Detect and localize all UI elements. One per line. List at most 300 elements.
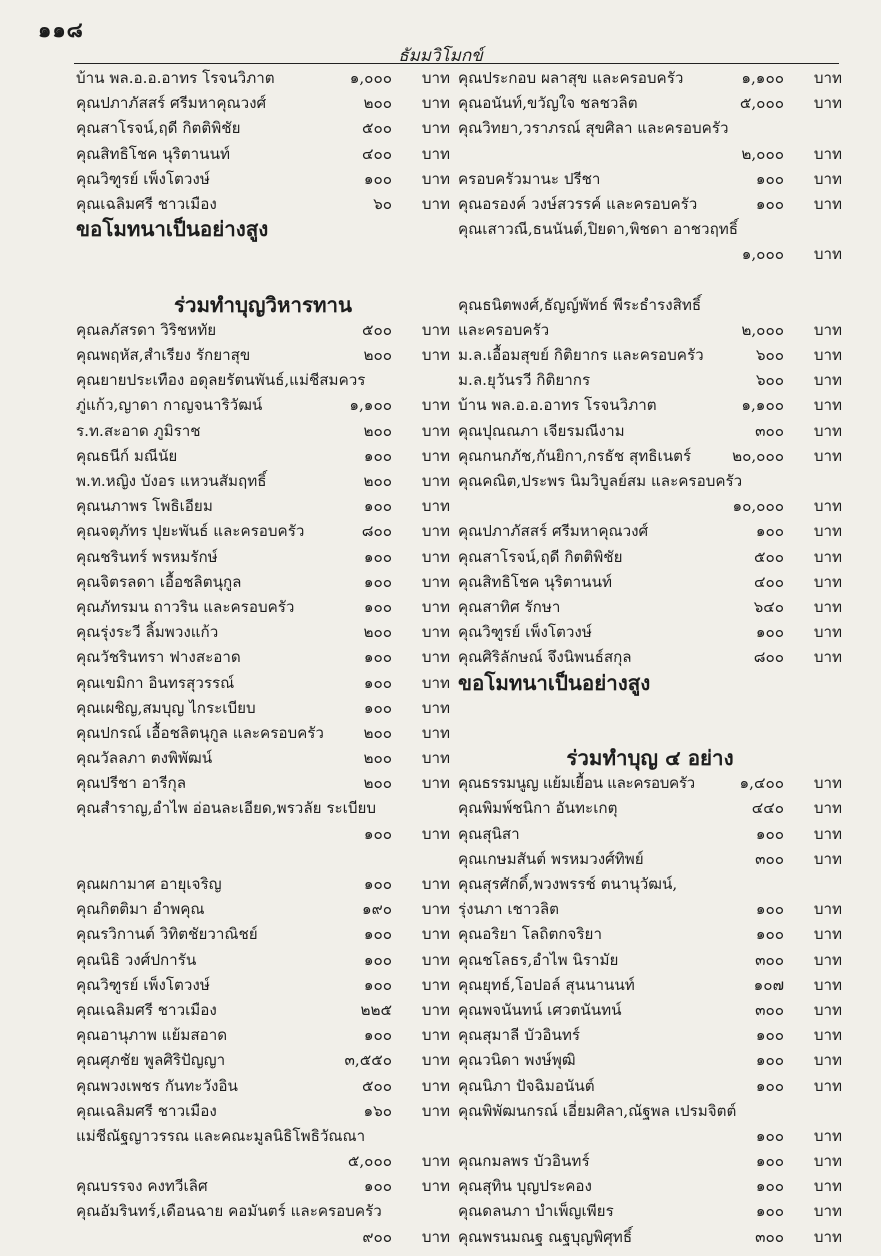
donation-entry xyxy=(76,519,450,544)
currency-unit: บาท xyxy=(421,522,450,541)
donation-entry xyxy=(458,1225,842,1250)
donation-entry xyxy=(458,1199,842,1224)
donor-name-line xyxy=(76,1124,450,1149)
donation-amount: ๑๐,๐๐๐ xyxy=(732,497,784,516)
currency-unit: บาท xyxy=(813,1177,842,1196)
currency-unit: บาท xyxy=(421,94,450,113)
currency-unit: บาท xyxy=(813,396,842,415)
donor-name: คุณเผชิญ,สมบุญ ไกระเบียบ xyxy=(76,698,256,717)
donation-entry xyxy=(76,973,450,998)
donor-name: คุณกิตติมา อำพคุณ xyxy=(76,900,205,919)
donation-amount: ๒๐๐ xyxy=(363,94,392,113)
donor-name: คุณรุ่งระวี ลิ้มพวงแก้ว xyxy=(76,623,219,642)
donor-name: คุณปภาภัสสร์ ศรีมหาคุณวงศ์ xyxy=(458,522,649,541)
donor-name: คุณกมลพร บัวอินทร์ xyxy=(458,1152,590,1171)
currency-unit: บาท xyxy=(813,824,842,843)
currency-unit: บาท xyxy=(813,1026,842,1045)
donation-amount: ๕,๐๐๐ xyxy=(739,94,784,113)
currency-unit: บาท xyxy=(421,950,450,969)
donation-entry xyxy=(76,671,450,696)
currency-unit: บาท xyxy=(813,623,842,642)
donor-name: คุณจิตรลดา เอื้อชลิตนุกูล xyxy=(76,572,242,591)
donation-entry xyxy=(458,645,842,670)
donation-entry xyxy=(458,948,842,973)
donation-entry xyxy=(458,318,842,343)
donor-name: คุณสุทิน บุญประคอง xyxy=(458,1177,592,1196)
donor-name: คุณอานุภาพ แย้มสอาด xyxy=(76,1026,228,1045)
currency-unit: บาท xyxy=(813,572,842,591)
currency-unit: บาท xyxy=(421,623,450,642)
currency-unit: บาท xyxy=(813,245,842,264)
donation-amount: ๑๐๐ xyxy=(755,522,784,541)
donation-amount: ๑๐๐ xyxy=(755,900,784,919)
currency-unit: บาท xyxy=(421,1152,450,1171)
donor-name: คุณปภาภัสสร์ ศรีมหาคุณวงศ์ xyxy=(76,94,267,113)
donation-amount: ๑๐๐ xyxy=(363,824,392,843)
donation-entry xyxy=(458,1149,842,1174)
spacer xyxy=(458,268,842,293)
donation-amount: ๑๐๐ xyxy=(363,673,392,692)
donation-entry xyxy=(458,847,842,872)
donation-entry xyxy=(76,444,450,469)
currency-unit: บาท xyxy=(421,346,450,365)
donor-name: คุณรวิกานต์ วิทิตชัยวาณิชย์ xyxy=(76,925,258,944)
donor-name-line xyxy=(458,872,842,897)
donation-amount: ๖๐๐ xyxy=(755,346,784,365)
donor-name: คุณชรินทร์ พรหมรักษ์ xyxy=(76,547,218,566)
currency-unit: บาท xyxy=(813,799,842,818)
currency-unit: บาท xyxy=(421,774,450,793)
donation-entry xyxy=(458,343,842,368)
header-rule xyxy=(74,63,839,64)
currency-unit: บาท xyxy=(421,144,450,163)
currency-unit: บาท xyxy=(813,371,842,390)
donation-entry xyxy=(458,1048,842,1073)
donation-amount: ๑๐๐ xyxy=(363,925,392,944)
donation-amount: ๒๐๐ xyxy=(363,623,392,642)
donation-amount: ๕๐๐ xyxy=(753,547,784,566)
donor-name: ม.ล.ยุวันรวี กิติยากร xyxy=(458,371,591,390)
donation-entry xyxy=(76,746,450,771)
donation-amount: ๑,๐๐๐ xyxy=(741,245,784,264)
currency-unit: บาท xyxy=(421,572,450,591)
donation-amount: ๑๐๐ xyxy=(755,1152,784,1171)
currency-unit: บาท xyxy=(421,446,450,465)
donation-amount: ๑๐๐ xyxy=(363,597,392,616)
donation-amount: ๙๐๐ xyxy=(362,1227,392,1246)
donation-entry xyxy=(76,419,450,444)
donation-amount: ๒๐๐ xyxy=(363,472,392,491)
donation-entry xyxy=(76,721,450,746)
donation-amount: ๑,๑๐๐ xyxy=(349,396,392,415)
donor-name-line xyxy=(76,1199,450,1224)
donation-entry xyxy=(458,897,842,922)
donation-entry xyxy=(458,444,842,469)
donation-amount: ๑,๐๐๐ xyxy=(349,69,392,87)
donation-amount: ๘๐๐ xyxy=(753,648,784,667)
donation-entry xyxy=(76,948,450,973)
currency-unit: บาท xyxy=(421,925,450,944)
donor-name: คุณเฉลิมศรี ชาวเมือง xyxy=(76,1101,217,1120)
donation-entry xyxy=(76,570,450,595)
donation-entry xyxy=(458,620,842,645)
donation-amount: ๘๐๐ xyxy=(361,522,392,541)
currency-unit: บาท xyxy=(421,194,450,213)
donation-amount: ๑๐๐ xyxy=(755,925,784,944)
currency-unit: บาท xyxy=(813,774,842,793)
donation-entry xyxy=(458,922,842,947)
donation-entry xyxy=(458,519,842,544)
donor-name-line xyxy=(458,469,842,494)
donor-name: คุณสิทธิโชค นุริตานนท์ xyxy=(458,572,612,591)
donation-entry xyxy=(76,1099,450,1124)
donor-name: คุณวิทยา,วราภรณ์ สุขศิลา และครอบครัว xyxy=(458,119,729,138)
donation-entry xyxy=(458,1023,842,1048)
donation-entry xyxy=(458,545,842,570)
donation-amount: ๑๐๐ xyxy=(363,572,392,591)
currency-unit: บาท xyxy=(813,94,842,113)
donor-name: คุณพฤหัส,สำเรียง รักยาสุข xyxy=(76,346,251,365)
donation-amount: ๕๐๐ xyxy=(361,320,392,339)
currency-unit: บาท xyxy=(421,547,450,566)
donor-name: คุณวิฑูรย์ เพ็งโตวงษ์ xyxy=(76,169,210,188)
currency-unit: บาท xyxy=(421,597,450,616)
donation-entry xyxy=(458,393,842,418)
donor-name: คุณวิฑูรย์ เพ็งโตวงษ์ xyxy=(458,623,592,642)
donation-entry xyxy=(76,872,450,897)
currency-unit: บาท xyxy=(421,698,450,717)
left-column xyxy=(76,66,450,1250)
currency-unit: บาท xyxy=(421,497,450,516)
currency-unit: บาท xyxy=(813,1152,842,1171)
donation-entry xyxy=(76,167,450,192)
donor-name: รุ่งนภา เชาวลิต xyxy=(458,900,560,919)
donation-amount: ๖๐๐ xyxy=(755,371,784,390)
currency-unit: บาท xyxy=(813,648,842,667)
donation-amount: ๑๐๗ xyxy=(753,975,784,994)
donation-entry xyxy=(76,66,450,91)
donation-amount: ๑๐๐ xyxy=(363,446,392,465)
donor-name: คุณสำราญ,อำไพ อ่อนละเอียด,พรวลัย ระเบียบ xyxy=(76,799,377,818)
currency-unit: บาท xyxy=(421,421,450,440)
currency-unit: บาท xyxy=(813,1051,842,1070)
donation-entry xyxy=(458,1124,842,1149)
currency-unit: บาท xyxy=(813,421,842,440)
donation-amount: ๑๐๐ xyxy=(363,1177,392,1196)
donor-name: คุณวิฑูรย์ เพ็งโตวงษ์ xyxy=(76,975,210,994)
donor-name: คุณสิทธิโชค นุริตานนท์ xyxy=(76,144,230,163)
donation-entry xyxy=(76,645,450,670)
donation-amount: ๑๐๐ xyxy=(755,824,784,843)
donation-entry xyxy=(76,469,450,494)
donor-name-line xyxy=(76,796,450,821)
currency-unit: บาท xyxy=(421,320,450,339)
donor-name: ภู่แก้ว,ญาดา กาญจนาริวัฒน์ xyxy=(76,396,263,415)
thanks-heading: ขอโมทนาเป็นอย่างสูง xyxy=(458,670,651,695)
donor-name: ครอบครัวมานะ ปรีชา xyxy=(458,169,601,188)
currency-unit: บาท xyxy=(813,1227,842,1246)
donation-entry xyxy=(76,393,450,418)
currency-unit: บาท xyxy=(813,900,842,919)
donor-name: คุณอรองค์ วงษ์สวรรค์ และครอบครัว xyxy=(458,194,698,213)
donation-entry xyxy=(458,822,842,847)
donor-name: คุณสาทิศ รักษา xyxy=(458,597,561,616)
donor-name: ม.ล.เอื้อมสุขย์ กิติยากร และครอบครัว xyxy=(458,346,704,365)
currency-unit: บาท xyxy=(813,950,842,969)
donor-name: คุณปุณณภา เจียรมณีงาม xyxy=(458,421,625,440)
donor-name: คุณประกอบ ผลาสุข และครอบครัว xyxy=(458,69,684,87)
currency-unit: บาท xyxy=(421,900,450,919)
currency-unit: บาท xyxy=(421,648,450,667)
donor-name: คุณอนันท์,ขวัญใจ ชลชวลิต xyxy=(458,94,638,113)
donor-name: คุณดลนภา บำเพ็ญเพียร xyxy=(458,1202,614,1221)
currency-unit: บาท xyxy=(421,1000,450,1019)
donation-entry xyxy=(458,494,842,519)
donation-entry xyxy=(76,1048,450,1073)
donor-name: คุณนิธิ วงศ์ปการัน xyxy=(76,950,197,969)
donation-amount: ๑๐๐ xyxy=(755,1177,784,1196)
currency-unit: บาท xyxy=(421,169,450,188)
donor-name: คุณผกามาศ อายุเจริญ xyxy=(76,875,222,894)
donation-entry xyxy=(458,1074,842,1099)
donation-amount: ๕๐๐ xyxy=(361,119,392,138)
currency-unit: บาท xyxy=(813,849,842,868)
donation-amount: ๓๐๐ xyxy=(755,1000,784,1019)
donor-name: บ้าน พล.อ.อ.อาทร โรจนวิภาต xyxy=(458,396,657,415)
donor-name: คุณสาโรจน์,ฤดี กิตติพิชัย xyxy=(76,119,241,138)
donor-name: คุณเสาวณี,ธนนันต์,ปิยดา,พิชดา อาชวฤทธิ์ xyxy=(458,220,739,239)
spacer xyxy=(76,242,450,292)
donation-entry xyxy=(76,1074,450,1099)
currency-unit: บาท xyxy=(813,497,842,516)
currency-unit: บาท xyxy=(421,396,450,415)
donation-entry xyxy=(458,973,842,998)
donation-amount: ๑๐๐ xyxy=(755,1076,784,1095)
donation-entry xyxy=(76,142,450,167)
donation-amount: ๒๐๐ xyxy=(363,723,392,742)
donation-entry xyxy=(458,66,842,91)
donor-name: คุณเขมิกา อินทรสุวรรณ์ xyxy=(76,673,235,692)
currency-unit: บาท xyxy=(813,522,842,541)
donation-amount: ๑,๑๐๐ xyxy=(741,69,784,87)
donation-amount: ๑๐๐ xyxy=(755,169,784,188)
currency-unit: บาท xyxy=(421,1227,450,1246)
donor-name: และครอบครัว xyxy=(458,320,550,339)
donation-entry xyxy=(458,368,842,393)
donation-entry xyxy=(76,494,450,519)
donation-amount: ๑๐๐ xyxy=(363,698,392,717)
currency-unit: บาท xyxy=(813,1202,842,1221)
donation-amount: ๒๐,๐๐๐ xyxy=(732,446,784,465)
donor-name: คุณยายประเทือง อดุลยรัตนพันธ์,แม่ชีสมควร xyxy=(76,371,366,390)
donation-amount: ๕,๐๐๐ xyxy=(347,1152,392,1171)
donation-amount: ๑๐๐ xyxy=(755,1202,784,1221)
donation-entry xyxy=(76,1174,450,1199)
donation-amount: ๒๐๐ xyxy=(363,774,392,793)
donor-name: คุณปกรณ์ เอื้อชลิตนุกูล และครอบครัว xyxy=(76,723,324,742)
donor-name: คุณธรรมนูญ แย้มเยื้อน และครอบครัว xyxy=(458,774,695,793)
donation-entry xyxy=(458,91,842,116)
currency-unit: บาท xyxy=(421,749,450,768)
currency-unit: บาท xyxy=(421,472,450,491)
donation-amount: ๑๙๐ xyxy=(361,900,392,919)
donation-amount: ๖๐ xyxy=(373,194,392,213)
donor-name: คุณเฉลิมศรี ชาวเมือง xyxy=(76,194,217,213)
donation-entry xyxy=(458,167,842,192)
currency-unit: บาท xyxy=(813,975,842,994)
right-column xyxy=(458,66,842,1250)
donation-entry xyxy=(458,142,842,167)
donor-name: คุณสาโรจน์,ฤดี กิตติพิชัย xyxy=(458,547,623,566)
donation-amount: ๖๔๐ xyxy=(753,597,784,616)
donor-name-line xyxy=(458,293,842,318)
donor-name: คุณบรรจง คงทวีเลิศ xyxy=(76,1177,208,1196)
currency-unit: บาท xyxy=(813,346,842,365)
currency-unit: บาท xyxy=(813,194,842,213)
donation-entry xyxy=(76,1225,450,1250)
donor-name: คุณสุนิสา xyxy=(458,824,520,843)
donor-name: คุณลภัสรดา วิริชหทัย xyxy=(76,320,217,339)
donor-name: คุณเฉลิมศรี ชาวเมือง xyxy=(76,1000,217,1019)
donation-entry xyxy=(76,91,450,116)
donation-entry xyxy=(76,545,450,570)
donation-amount: ๑,๔๐๐ xyxy=(739,774,784,793)
donation-entry xyxy=(458,771,842,796)
currency-unit: บาท xyxy=(813,144,842,163)
page-number: ๑๑๘ xyxy=(38,17,84,42)
donation-entry xyxy=(458,570,842,595)
donor-name: บ้าน พล.อ.อ.อาทร โรจนวิภาต xyxy=(76,69,275,87)
donor-name-line xyxy=(458,1099,842,1124)
donation-amount: ๑๐๐ xyxy=(755,1126,784,1145)
donation-amount: ๔๐๐ xyxy=(361,144,392,163)
donor-name: คุณพจนันทน์ เศวตนันทน์ xyxy=(458,1000,622,1019)
donation-entry xyxy=(458,419,842,444)
donation-entry xyxy=(458,595,842,620)
donation-amount: ๒๐๐ xyxy=(363,749,392,768)
donation-amount: ๔๔๐ xyxy=(751,799,784,818)
donor-name: คุณธนิตพงศ์,ธัญญ์พัทธ์ พีระธำรงสิทธิ์ xyxy=(458,295,702,314)
donation-entry xyxy=(458,1174,842,1199)
donor-name: คุณพวงเพชร กันทะวังอิน xyxy=(76,1076,238,1095)
donor-name: คุณพิมพ์ชนิกา อันทะเกตุ xyxy=(458,799,618,818)
thanks-heading: ขอโมทนาเป็นอย่างสูง xyxy=(76,217,269,242)
donor-name-line xyxy=(76,368,450,393)
currency-unit: บาท xyxy=(813,320,842,339)
currency-unit: บาท xyxy=(421,1076,450,1095)
donation-amount: ๑๐๐ xyxy=(363,169,392,188)
donor-name: คุณศิริลักษณ์ จึงนิพนธ์สกุล xyxy=(458,648,632,667)
section-heading: ร่วมทำบุญวิหารทาน xyxy=(173,292,353,317)
donation-entry xyxy=(76,897,450,922)
currency-unit: บาท xyxy=(421,673,450,692)
donation-amount: ๑๐๐ xyxy=(363,875,392,894)
currency-unit: บาท xyxy=(421,1177,450,1196)
currency-unit: บาท xyxy=(813,597,842,616)
donation-amount: ๓๐๐ xyxy=(755,421,784,440)
currency-unit: บาท xyxy=(421,119,450,138)
donation-amount: ๑๐๐ xyxy=(755,1051,784,1070)
donor-name: คุณชโลธร,อำไพ นิรามัย xyxy=(458,950,619,969)
donor-name: พ.ท.หญิง บังอร แหวนสัมฤทธิ์ xyxy=(76,472,267,491)
currency-unit: บาท xyxy=(421,723,450,742)
donor-name: คุณยุทธ์,โอปอล์ สุนนานนท์ xyxy=(458,975,635,994)
currency-unit: บาท xyxy=(421,875,450,894)
currency-unit: บาท xyxy=(421,1026,450,1045)
currency-unit: บาท xyxy=(813,169,842,188)
donor-name: คุณพรนมณฐ ณฐบุญพิศุทธิ์ xyxy=(458,1227,633,1246)
donation-amount: ๒,๐๐๐ xyxy=(741,320,784,339)
donation-amount: ๒๒๕ xyxy=(360,1000,392,1019)
donor-name: คุณสุมาลี บัวอินทร์ xyxy=(458,1026,581,1045)
donation-entry xyxy=(458,998,842,1023)
donation-amount: ๓๐๐ xyxy=(755,849,784,868)
donor-name: คุณวัชรินทรา ฟางสะอาด xyxy=(76,648,241,667)
donation-entry xyxy=(76,595,450,620)
currency-unit: บาท xyxy=(421,1101,450,1120)
donor-name: คุณสุรศักดิ์,พวงพรรช์ ตนานุวัฒน์, xyxy=(458,875,678,894)
donor-name: คุณนิภา ปัจฉิมอนันต์ xyxy=(458,1076,595,1095)
donation-entry xyxy=(76,318,450,343)
donation-amount: ๕๐๐ xyxy=(361,1076,392,1095)
donation-entry xyxy=(458,242,842,267)
donation-amount: ๑๐๐ xyxy=(363,648,392,667)
donor-name: คุณจตุภัทร ปุยะพันธ์ และครอบครัว xyxy=(76,522,305,541)
donor-name: คุณคณิต,ประพร นิมวิบูลย์สม และครอบครัว xyxy=(458,472,743,490)
donor-name: คุณปรีชา อารีกุล xyxy=(76,774,187,793)
donation-amount: ๓๐๐ xyxy=(755,950,784,969)
donor-name: คุณศุภชัย พูลศิริปัญญา xyxy=(76,1051,226,1070)
donation-amount: ๓,๕๕๐ xyxy=(344,1051,392,1070)
currency-unit: บาท xyxy=(813,547,842,566)
currency-unit: บาท xyxy=(813,446,842,465)
donor-name: คุณภัทรมน ถาวริน และครอบครัว xyxy=(76,597,295,616)
donation-amount: ๑๐๐ xyxy=(755,1026,784,1045)
donation-amount: ๑๐๐ xyxy=(755,194,784,213)
spacer xyxy=(76,847,450,872)
currency-unit: บาท xyxy=(421,69,450,87)
donor-name: แม่ชีณัฐญาวรรณ และคณะมูลนิธิโพธิวัณณา xyxy=(76,1126,366,1145)
donation-entry xyxy=(76,620,450,645)
donor-name: คุณกนกภัช,กันยิกา,กรธัช สุทธิเนตร์ xyxy=(458,446,692,465)
donation-entry xyxy=(76,696,450,721)
currency-unit: บาท xyxy=(813,1126,842,1145)
donation-entry xyxy=(76,998,450,1023)
donation-amount: ๑๖๐ xyxy=(363,1101,392,1120)
currency-unit: บาท xyxy=(813,925,842,944)
donation-amount: ๒,๐๐๐ xyxy=(741,144,784,163)
donation-amount: ๑๐๐ xyxy=(363,497,392,516)
donor-name: คุณพิพัฒนกรณ์ เอี่ยมศิลา,ณัฐพล เปรมจิตต์ xyxy=(458,1101,737,1120)
currency-unit: บาท xyxy=(813,1000,842,1019)
currency-unit: บาท xyxy=(813,1076,842,1095)
donation-entry xyxy=(76,343,450,368)
donor-name: ร.ท.สะอาด ภูมิราช xyxy=(76,421,201,440)
donor-name: คุณนภาพร โพธิเอียม xyxy=(76,497,213,516)
donor-name: คุณวัลลภา ตงพิพัฒน์ xyxy=(76,749,213,768)
donation-amount: ๑๐๐ xyxy=(363,1026,392,1045)
donation-entry xyxy=(76,192,450,217)
donation-entry xyxy=(76,116,450,141)
donor-name: คุณอัมรินทร์,เดือนฉาย คอมันตร์ และครอบครัว xyxy=(76,1202,382,1221)
donation-amount: ๔๐๐ xyxy=(753,572,784,591)
donation-amount: ๑๐๐ xyxy=(363,950,392,969)
currency-unit: บาท xyxy=(813,69,842,87)
donation-amount: ๑๐๐ xyxy=(363,547,392,566)
donation-entry xyxy=(458,192,842,217)
section-heading: ร่วมทำบุญ ๔ อย่าง xyxy=(566,746,734,771)
donation-entry xyxy=(76,822,450,847)
